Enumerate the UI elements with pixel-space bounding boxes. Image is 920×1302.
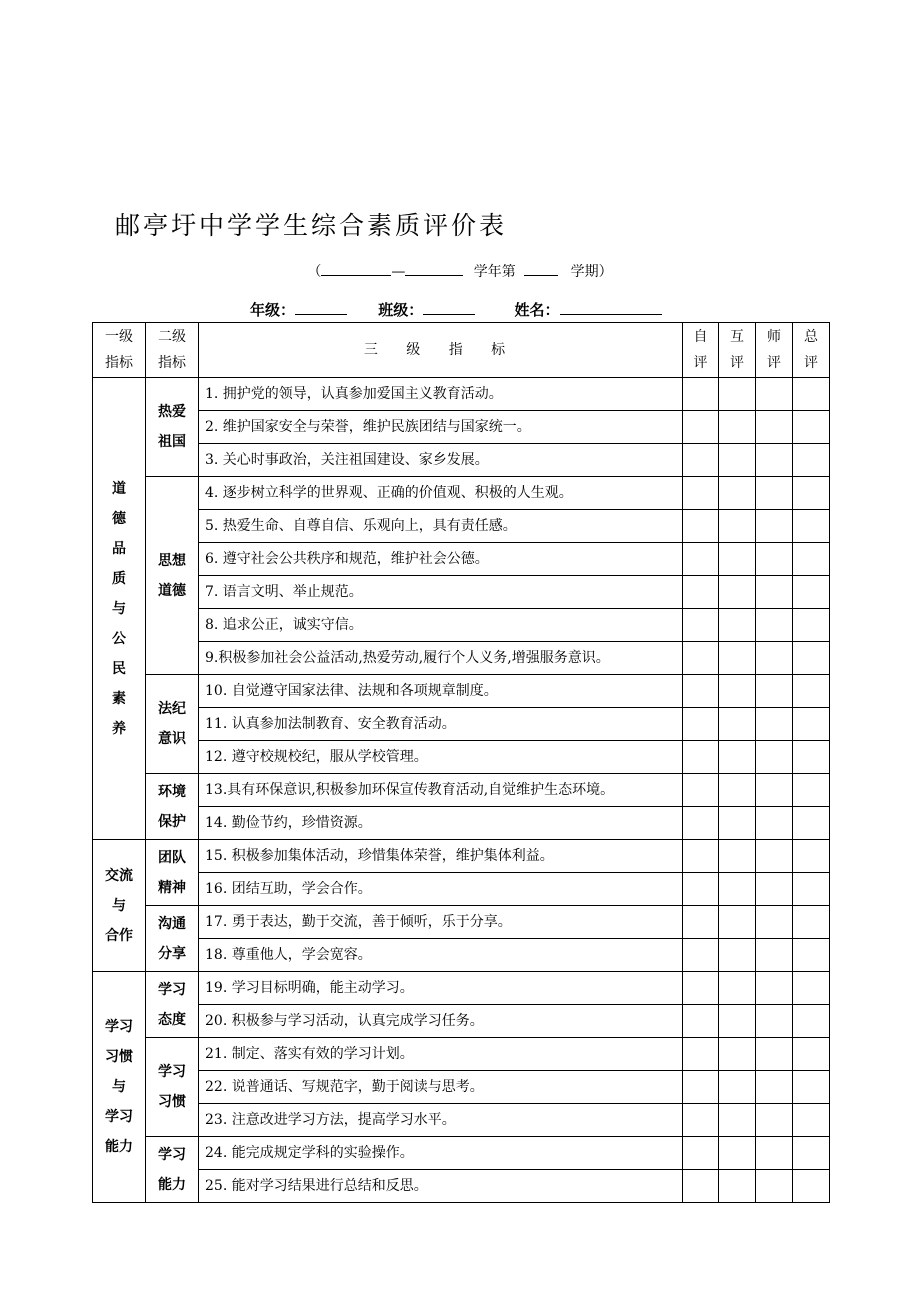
teacher-score-cell[interactable] bbox=[756, 675, 793, 708]
indicator-text: 3. 关心时事政治，关注祖国建设、家乡发展。 bbox=[199, 444, 683, 477]
level2-category-text: 能力 bbox=[158, 1176, 186, 1193]
indicator-text: 19. 学习目标明确，能主动学习。 bbox=[199, 972, 683, 1005]
indicator-text: 24. 能完成规定学科的实验操作。 bbox=[199, 1137, 683, 1170]
teacher-score-cell[interactable] bbox=[756, 840, 793, 873]
self-score-cell[interactable] bbox=[683, 774, 719, 807]
total-score-cell[interactable] bbox=[793, 840, 830, 873]
peer-score-cell[interactable] bbox=[719, 1137, 756, 1170]
peer-score-cell[interactable] bbox=[719, 1005, 756, 1038]
semester-label: 学期） bbox=[570, 264, 613, 280]
level2-category-text: 意识 bbox=[158, 731, 186, 747]
indicator-text: 5. 热爱生命、自尊自信、乐观向上，具有责任感。 bbox=[199, 510, 683, 543]
end-year-blank[interactable] bbox=[405, 261, 463, 276]
indicator-text: 20. 积极参与学习活动，认真完成学习任务。 bbox=[199, 1005, 683, 1038]
indicator-text: 22. 说普通话、写规范字，勤于阅读与思考。 bbox=[199, 1071, 683, 1104]
semester-blank[interactable] bbox=[524, 261, 558, 276]
indicator-text: 13.具有环保意识,积极参加环保宣传教育活动,自觉维护生态环境。 bbox=[199, 774, 683, 807]
peer-score-cell[interactable] bbox=[719, 1071, 756, 1104]
self-score-cell[interactable] bbox=[683, 708, 719, 741]
level1-category-text: 质 bbox=[112, 570, 126, 587]
self-score-cell[interactable] bbox=[683, 477, 719, 510]
teacher-score-cell[interactable] bbox=[756, 972, 793, 1005]
total-score-cell[interactable] bbox=[793, 411, 830, 444]
self-score-cell[interactable] bbox=[683, 1104, 719, 1137]
table-row bbox=[93, 675, 830, 708]
indicator-text: 9.积极参加社会公益活动,热爱劳动,履行个人义务,增强服务意识。 bbox=[199, 642, 683, 675]
table-row bbox=[93, 411, 830, 444]
level2-category-text: 精神 bbox=[158, 879, 186, 896]
teacher-score-cell[interactable] bbox=[756, 378, 793, 411]
table-row bbox=[93, 642, 830, 675]
self-score-cell[interactable] bbox=[683, 444, 719, 477]
total-score-cell[interactable] bbox=[793, 642, 830, 675]
peer-score-cell[interactable] bbox=[719, 1104, 756, 1137]
header-peer: 互 评 bbox=[719, 323, 756, 378]
table-row bbox=[93, 543, 830, 576]
teacher-score-cell[interactable] bbox=[756, 1038, 793, 1071]
term-open: （ bbox=[307, 264, 322, 280]
total-score-cell[interactable] bbox=[793, 609, 830, 642]
teacher-score-cell[interactable] bbox=[756, 708, 793, 741]
total-score-cell[interactable] bbox=[793, 972, 830, 1005]
self-score-cell[interactable] bbox=[683, 576, 719, 609]
indicator-text: 10. 自觉遵守国家法律、法规和各项规章制度。 bbox=[199, 675, 683, 708]
indicator-text: 14. 勤俭节约，珍惜资源。 bbox=[199, 807, 683, 840]
level2-category-text: 习惯 bbox=[158, 1094, 186, 1110]
peer-score-cell[interactable] bbox=[719, 972, 756, 1005]
level1-category-text: 学习 bbox=[105, 1019, 133, 1035]
self-score-cell[interactable] bbox=[683, 642, 719, 675]
level1-category-text: 合作 bbox=[105, 927, 133, 944]
self-score-cell[interactable] bbox=[683, 411, 719, 444]
level1-category bbox=[93, 972, 146, 1203]
indicator-text: 12. 遵守校规校纪，服从学校管理。 bbox=[199, 741, 683, 774]
self-score-cell[interactable] bbox=[683, 609, 719, 642]
total-score-cell[interactable] bbox=[793, 708, 830, 741]
indicator-text: 4. 逐步树立科学的世界观、正确的价值观、积极的人生观。 bbox=[199, 477, 683, 510]
start-year-blank[interactable] bbox=[321, 261, 391, 276]
table-row bbox=[93, 1170, 830, 1203]
peer-score-cell[interactable] bbox=[719, 807, 756, 840]
page-title: 邮亭圩中学学生综合素质评价表 bbox=[115, 211, 508, 240]
table-row bbox=[93, 939, 830, 972]
total-score-cell[interactable] bbox=[793, 873, 830, 906]
table-row bbox=[93, 378, 830, 411]
teacher-score-cell[interactable] bbox=[756, 411, 793, 444]
header-teacher: 师 评 bbox=[756, 323, 793, 378]
header-level1: 一级 指标 bbox=[93, 323, 146, 378]
table-row bbox=[93, 444, 830, 477]
teacher-score-cell[interactable] bbox=[756, 807, 793, 840]
teacher-score-cell[interactable] bbox=[756, 642, 793, 675]
peer-score-cell[interactable] bbox=[719, 675, 756, 708]
table-row bbox=[93, 1137, 830, 1170]
self-score-cell[interactable] bbox=[683, 939, 719, 972]
indicator-text: 7. 语言文明、举止规范。 bbox=[199, 576, 683, 609]
teacher-score-cell[interactable] bbox=[756, 609, 793, 642]
class-field[interactable] bbox=[423, 300, 475, 315]
total-score-cell[interactable] bbox=[793, 1071, 830, 1104]
level2-category bbox=[146, 840, 199, 906]
self-score-cell[interactable] bbox=[683, 1137, 719, 1170]
indicator-text: 6. 遵守社会公共秩序和规范，维护社会公德。 bbox=[199, 543, 683, 576]
total-score-cell[interactable] bbox=[793, 576, 830, 609]
level2-category-text: 法纪 bbox=[158, 701, 186, 717]
level2-category-text: 道德 bbox=[158, 582, 186, 599]
indicator-text: 17. 勇于表达，勤于交流，善于倾听，乐于分享。 bbox=[199, 906, 683, 939]
table-row bbox=[93, 906, 830, 939]
indicator-text: 23. 注意改进学习方法，提高学习水平。 bbox=[199, 1104, 683, 1137]
teacher-score-cell[interactable] bbox=[756, 444, 793, 477]
peer-score-cell[interactable] bbox=[719, 1170, 756, 1203]
indicator-text: 18. 尊重他人，学会宽容。 bbox=[199, 939, 683, 972]
self-score-cell[interactable] bbox=[683, 1038, 719, 1071]
table-row bbox=[93, 510, 830, 543]
total-score-cell[interactable] bbox=[793, 1170, 830, 1203]
level1-category-text: 学习 bbox=[105, 1109, 133, 1125]
level1-category-text: 德 bbox=[112, 510, 126, 527]
peer-score-cell[interactable] bbox=[719, 774, 756, 807]
total-score-cell[interactable] bbox=[793, 807, 830, 840]
table-row bbox=[93, 774, 830, 807]
table-row bbox=[93, 873, 830, 906]
header-level3: 三 级 指 标 bbox=[199, 323, 683, 378]
indicator-text: 21. 制定、落实有效的学习计划。 bbox=[199, 1038, 683, 1071]
grade-field[interactable] bbox=[295, 300, 347, 315]
peer-score-cell[interactable] bbox=[719, 708, 756, 741]
level2-category-text: 学习 bbox=[158, 1146, 186, 1163]
name-field[interactable] bbox=[560, 300, 662, 315]
level2-category-text: 沟通 bbox=[158, 915, 186, 932]
level1-category-text: 能力 bbox=[105, 1139, 133, 1155]
peer-score-cell[interactable] bbox=[719, 576, 756, 609]
level1-category-text: 品 bbox=[112, 540, 126, 557]
peer-score-cell[interactable] bbox=[719, 543, 756, 576]
level1-category-text: 民 bbox=[112, 660, 126, 677]
level1-category bbox=[93, 840, 146, 972]
level2-category-text: 保护 bbox=[158, 813, 186, 830]
level1-category-text: 与 bbox=[112, 600, 126, 617]
evaluation-table bbox=[92, 322, 830, 1203]
self-score-cell[interactable] bbox=[683, 543, 719, 576]
peer-score-cell[interactable] bbox=[719, 1038, 756, 1071]
table-row bbox=[93, 576, 830, 609]
total-score-cell[interactable] bbox=[793, 1104, 830, 1137]
total-score-cell[interactable] bbox=[793, 939, 830, 972]
level1-category-text: 素 bbox=[112, 690, 126, 707]
table-row bbox=[93, 1071, 830, 1104]
teacher-score-cell[interactable] bbox=[756, 510, 793, 543]
level2-category bbox=[146, 1038, 199, 1137]
level1-category-text: 习惯 bbox=[105, 1049, 133, 1065]
teacher-score-cell[interactable] bbox=[756, 477, 793, 510]
total-score-cell[interactable] bbox=[793, 906, 830, 939]
teacher-score-cell[interactable] bbox=[756, 1104, 793, 1137]
peer-score-cell[interactable] bbox=[719, 741, 756, 774]
teacher-score-cell[interactable] bbox=[756, 906, 793, 939]
level2-category bbox=[146, 972, 199, 1038]
self-score-cell[interactable] bbox=[683, 840, 719, 873]
indicator-text: 11. 认真参加法制教育、安全教育活动。 bbox=[199, 708, 683, 741]
year-label: 学年第 bbox=[473, 264, 516, 280]
total-score-cell[interactable] bbox=[793, 675, 830, 708]
teacher-score-cell[interactable] bbox=[756, 543, 793, 576]
peer-score-cell[interactable] bbox=[719, 906, 756, 939]
peer-score-cell[interactable] bbox=[719, 939, 756, 972]
indicator-text: 16. 团结互助，学会合作。 bbox=[199, 873, 683, 906]
self-score-cell[interactable] bbox=[683, 1170, 719, 1203]
self-score-cell[interactable] bbox=[683, 1071, 719, 1104]
peer-score-cell[interactable] bbox=[719, 477, 756, 510]
total-score-cell[interactable] bbox=[793, 774, 830, 807]
level1-category-text: 与 bbox=[112, 897, 126, 914]
level2-category-text: 祖国 bbox=[158, 434, 186, 450]
self-score-cell[interactable] bbox=[683, 378, 719, 411]
teacher-score-cell[interactable] bbox=[756, 1170, 793, 1203]
teacher-score-cell[interactable] bbox=[756, 939, 793, 972]
table-row bbox=[93, 1104, 830, 1137]
level1-category-text: 道 bbox=[112, 480, 126, 497]
total-score-cell[interactable] bbox=[793, 1005, 830, 1038]
student-info bbox=[250, 299, 662, 320]
level2-category bbox=[146, 477, 199, 675]
name-label: 姓名： bbox=[514, 301, 560, 319]
self-score-cell[interactable] bbox=[683, 807, 719, 840]
indicator-text: 8. 追求公正，诚实守信。 bbox=[199, 609, 683, 642]
total-score-cell[interactable] bbox=[793, 444, 830, 477]
self-score-cell[interactable] bbox=[683, 906, 719, 939]
table-row bbox=[93, 807, 830, 840]
self-score-cell[interactable] bbox=[683, 972, 719, 1005]
indicator-text: 1. 拥护党的领导，认真参加爱国主义教育活动。 bbox=[199, 378, 683, 411]
peer-score-cell[interactable] bbox=[719, 642, 756, 675]
teacher-score-cell[interactable] bbox=[756, 741, 793, 774]
level2-category-text: 环境 bbox=[158, 783, 186, 800]
header-self: 自 评 bbox=[683, 323, 719, 378]
indicator-text: 15. 积极参加集体活动，珍惜集体荣誉，维护集体利益。 bbox=[199, 840, 683, 873]
teacher-score-cell[interactable] bbox=[756, 873, 793, 906]
teacher-score-cell[interactable] bbox=[756, 774, 793, 807]
table-row bbox=[93, 1038, 830, 1071]
peer-score-cell[interactable] bbox=[719, 609, 756, 642]
level2-category bbox=[146, 774, 199, 840]
table-row bbox=[93, 1005, 830, 1038]
table-row bbox=[93, 840, 830, 873]
level2-category-text: 学习 bbox=[158, 981, 186, 998]
self-score-cell[interactable] bbox=[683, 510, 719, 543]
grade-label: 年级： bbox=[250, 301, 296, 319]
teacher-score-cell[interactable] bbox=[756, 1137, 793, 1170]
table-row bbox=[93, 972, 830, 1005]
class-label: 班级： bbox=[378, 301, 424, 319]
level1-category-text: 养 bbox=[112, 720, 126, 737]
level2-category-text: 团队 bbox=[158, 849, 186, 866]
total-score-cell[interactable] bbox=[793, 510, 830, 543]
self-score-cell[interactable] bbox=[683, 741, 719, 774]
self-score-cell[interactable] bbox=[683, 873, 719, 906]
peer-score-cell[interactable] bbox=[719, 444, 756, 477]
term-line bbox=[0, 261, 920, 281]
header-total: 总 评 bbox=[793, 323, 830, 378]
level1-category-text: 公 bbox=[112, 630, 126, 647]
level1-category-text: 交流 bbox=[105, 867, 133, 884]
teacher-score-cell[interactable] bbox=[756, 1005, 793, 1038]
total-score-cell[interactable] bbox=[793, 741, 830, 774]
teacher-score-cell[interactable] bbox=[756, 1071, 793, 1104]
peer-score-cell[interactable] bbox=[719, 411, 756, 444]
term-dash: — bbox=[391, 264, 406, 280]
level2-category bbox=[146, 378, 199, 477]
peer-score-cell[interactable] bbox=[719, 510, 756, 543]
indicator-text: 25. 能对学习结果进行总结和反思。 bbox=[199, 1170, 683, 1203]
level2-category-text: 分享 bbox=[158, 945, 186, 962]
peer-score-cell[interactable] bbox=[719, 873, 756, 906]
level2-category bbox=[146, 1137, 199, 1203]
total-score-cell[interactable] bbox=[793, 378, 830, 411]
indicator-text: 2. 维护国家安全与荣誉，维护民族团结与国家统一。 bbox=[199, 411, 683, 444]
total-score-cell[interactable] bbox=[793, 477, 830, 510]
table-row bbox=[93, 609, 830, 642]
total-score-cell[interactable] bbox=[793, 543, 830, 576]
level2-category bbox=[146, 906, 199, 972]
self-score-cell[interactable] bbox=[683, 675, 719, 708]
table-row bbox=[93, 477, 830, 510]
peer-score-cell[interactable] bbox=[719, 840, 756, 873]
total-score-cell[interactable] bbox=[793, 1038, 830, 1071]
level1-category bbox=[93, 378, 146, 840]
level2-category-text: 学习 bbox=[158, 1064, 186, 1080]
level2-category-text: 热爱 bbox=[158, 404, 186, 420]
total-score-cell[interactable] bbox=[793, 1137, 830, 1170]
level2-category-text: 态度 bbox=[158, 1011, 186, 1028]
self-score-cell[interactable] bbox=[683, 1005, 719, 1038]
level2-category bbox=[146, 675, 199, 774]
header-row bbox=[93, 323, 830, 378]
level2-category-text: 思想 bbox=[158, 552, 186, 569]
peer-score-cell[interactable] bbox=[719, 378, 756, 411]
table-row bbox=[93, 741, 830, 774]
header-level2: 二级 指标 bbox=[146, 323, 199, 378]
level1-category-text: 与 bbox=[112, 1079, 126, 1095]
teacher-score-cell[interactable] bbox=[756, 576, 793, 609]
table-row bbox=[93, 708, 830, 741]
